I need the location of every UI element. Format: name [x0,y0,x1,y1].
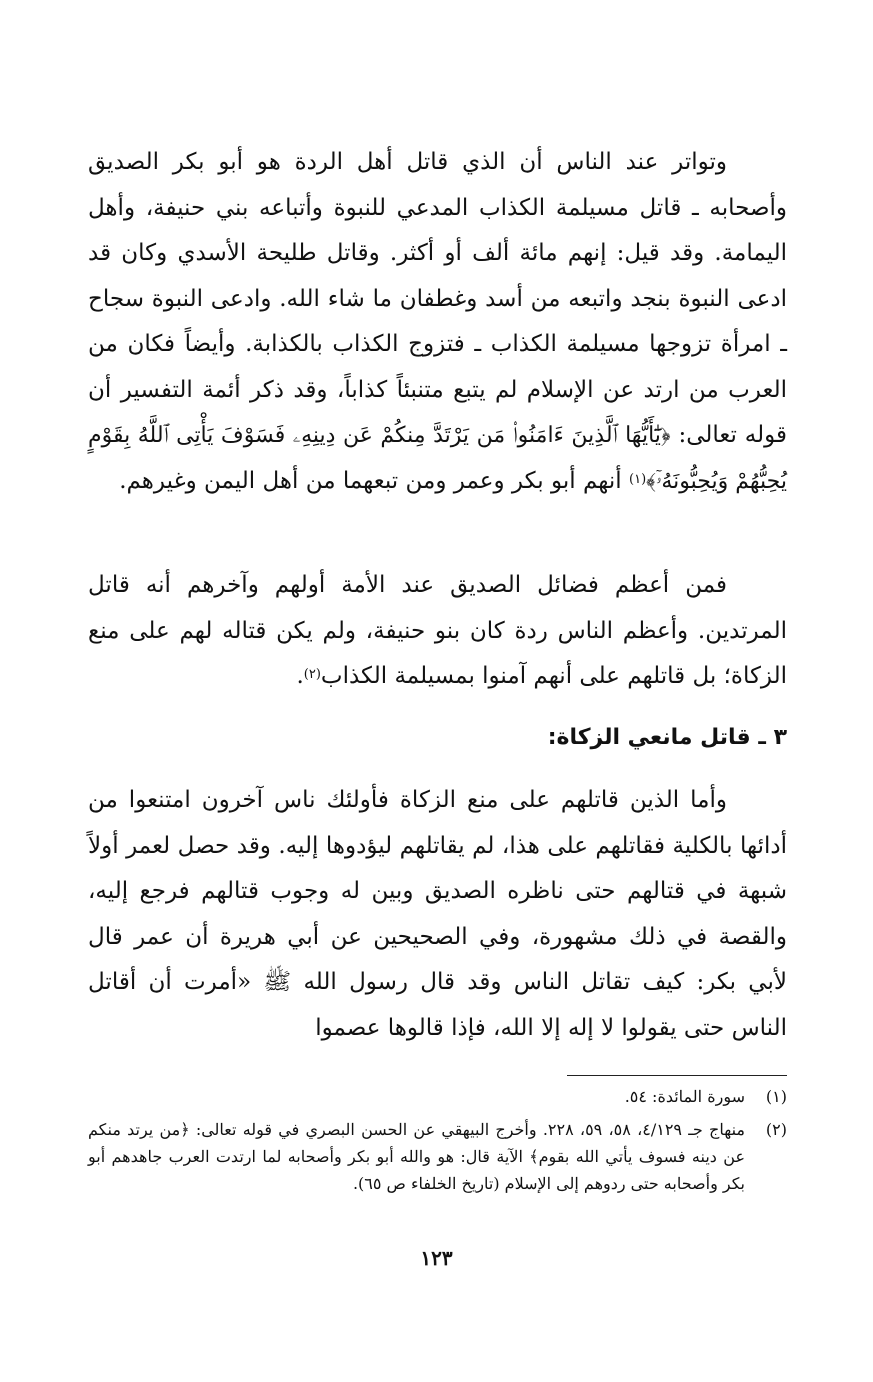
paragraph-zakat-refusers [88,778,787,1051]
footnote-number: (٢) [765,1120,787,1139]
footnote-text: سورة المائدة: ٥٤. [624,1087,745,1106]
quran-verse: ﴿يَٰٓأَيُّهَا ٱلَّذِينَ ءَامَنُوا۟ مَن يَرْتَدَّ مِنكُمْ عَن دِينِهِۦ فَسَوْفَ يَأْتِى ٱللَّهُ بِقَوْمٍ يُحِبُّهُمْ وَيُحِبُّونَهُۥٓ﴾ [88,423,787,494]
footnote-number: (١) [765,1087,787,1106]
paragraph-text: وتواتر عند الناس أن الذي قاتل أهل الردة هو أبو بكر الصديق وأصحابه ـ قاتل مسيلمة الكذاب المدعي للنبوة وأتباعه بني حنيفة، وأهل اليمامة. وقد قيل: إنهم مائة ألف أو أكثر. وقاتل طليحة الأسدي وكان قد ادعى النبوة بنجد واتبعه من أسد وغطفان ما شاء الله. وادعى النبوة سجاح ـ امرأة تزوجها مسيلمة الكذاب ـ فتزوج الكذاب بالكذابة. وأيضاً فكان من العرب من ارتد عن الإسلام لم يتبع متنبئاً كذاباً، وقد ذكر أئمة التفسير أن قوله تعالى: [88,149,787,448]
paragraph-text: فمن أعظم فضائل الصديق عند الأمة أولهم وآخرهم أنه قاتل المرتدين. وأعظم الناس ردة كان بنو حنيفة، ولم يكن قتاله لهم على منع الزكاة؛ بل قاتلهم على أنهم آمنوا بمسيلمة الكذاب [88,572,787,689]
footnote-ref-2[interactable]: (٢) [303,667,321,682]
footnote-ref-1[interactable]: (١) [629,471,647,487]
page-number: ١٢٣ [420,1246,453,1270]
footnote-separator [567,1075,787,1076]
footnote-item [88,1116,787,1197]
paragraph-text: أنهم أبو بكر وعمر ومن تبعهما من أهل اليمن وغيرهم. [119,467,622,494]
paragraph-ridda-wars [88,140,787,504]
footnotes-list [88,1083,787,1197]
section-heading: ٣ ـ قاتل مانعي الزكاة: [547,725,787,750]
paragraph-siddiq-virtue: فمن أعظم فضائل الصديق عند الأمة أولهم وآخرهم أنه قاتل المرتدين. وأعظم الناس ردة كان بنو حنيفة، ولم يكن قتاله لهم على منع الزكاة؛ بل قاتلهم على أنهم آمنوا بمسيلمة الكذاب$^{(٢)}$. [88,572,787,689]
paragraph-text: وأما الذين قاتلهم على منع الزكاة فأولئك ناس آخرون امتنعوا من أدائها بالكلية فقاتلهم على هذا، لم يقاتلهم ليؤدوها إليه. وقد حصل لعمر أولاً شبهة في قتالهم حتى ناظره الصديق وبين له وجوب قتالهم فرجع إليه، والقصة في ذلك مشهورة، وفي الصحيحين عن أبي هريرة أن عمر قال لأبي بكر: كيف تقاتل الناس وقد قال رسول الله ﷺ «أمرت أن أقاتل الناس حتى يقولوا لا إله إلا الله، فإذا قالوها عصموا [88,787,787,1041]
footnote-item [88,1083,787,1110]
footnote-text: منهاج جـ ٤/١٢٩، ٥٨، ٥٩، ٢٢٨. وأخرج البيهقي عن الحسن البصري في قوله تعالى: ﴿من يرتد منكم عن دينه فسوف يأتي الله بقوم﴾ الآية قال: هو والله أبو بكر وأصحابه لما ارتدت العرب جاهدهم أبو بكر وأصحابه حتى ردوهم إلى الإسلام (تاريخ الخلفاء ص ٦٥). [88,1120,746,1193]
